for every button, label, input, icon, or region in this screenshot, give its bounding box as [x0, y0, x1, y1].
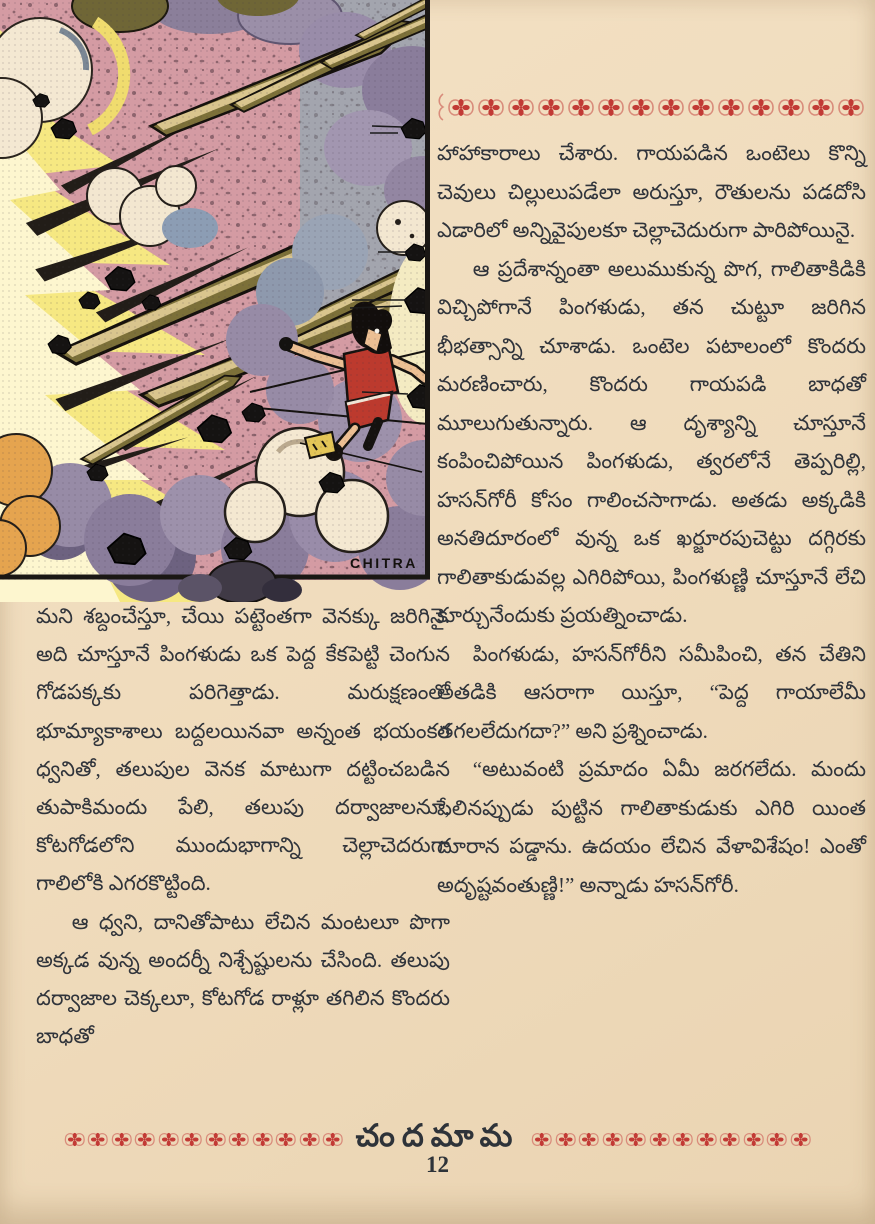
- page-number: 12: [426, 1152, 449, 1177]
- flower-ornament-icon: [536, 94, 566, 121]
- flower-ornament-icon: [577, 1129, 601, 1150]
- flower-ornament-icon: [718, 1129, 742, 1150]
- flower-ornament-icon: [63, 1129, 87, 1150]
- flower-ornament-icon: [180, 1129, 204, 1150]
- magazine-title: చందమామ: [355, 1118, 520, 1153]
- flower-ornament-icon: [86, 1129, 110, 1150]
- flower-ornament-icon: [716, 94, 746, 121]
- flower-ornament-icon: [530, 1129, 554, 1150]
- paragraph: హాహాకారాలు చేశారు. గాయపడిన ఒంటెలు కొన్ని చెవులు చిల్లులుపడేలా అరుస్తూ, రౌతులను పడదోసి ఎడారిలో అన్నివైపులకూ చెల్లాచెదురుగా పారిపోయినై.: [437, 141, 866, 242]
- illustrator-signature: CHITRA: [350, 555, 418, 571]
- text-column-left: [36, 597, 450, 1055]
- flower-ornament-icon: [227, 1129, 251, 1150]
- flower-ornament-icon: [506, 94, 536, 121]
- paragraph: ఆ ధ్వని, దానితోపాటు లేచిన మంటలూ పొగా అక్కడ వున్న అందర్నీ నిశ్చేష్టులను చేసింది. తలుపు దర్వాజాల చెక్కలూ, కోటగోడ రాళ్లూ తగిలిన కొందరు బాధతో: [36, 909, 450, 1049]
- flower-ornament-icon: [742, 1129, 766, 1150]
- explosion-illustration: [0, 0, 430, 602]
- flower-ornament-icon: [686, 94, 716, 121]
- flower-ornament-icon: [656, 94, 686, 121]
- flower-ornament-icon: [648, 1129, 672, 1150]
- text-column-right: [437, 134, 866, 904]
- paragraph: మని శబ్దంచేస్తూ, చేయి పట్టెంతగా వెనక్కు జరిగినై. అది చూస్తూనే పింగళుడు ఒక పెద్ద కేకపెట్టి చెంగున గోడపక్కకు పరిగెత్తాడు. మరుక్షణంలో భూమ్యాకాశాలు బద్దలయినవా అన్నంత భయంకర ధ్వనితో, తలుపుల వెనక మాటుగా దట్టించబడిన తుపాకిమందు పేలి, తలుపు దర్వాజాలనూ, కోటగోడలోని ముందుభాగాన్ని చెల్లాచెదరుగా గాలిలోకి ఎగరకొట్టింది.: [36, 604, 450, 896]
- flower-ornament-icon: [806, 94, 836, 121]
- flower-ornament-icon: [789, 1129, 813, 1150]
- flower-ornament-icon: [695, 1129, 719, 1150]
- ornament-scroll-icon: [436, 92, 446, 122]
- paragraph: “అటువంటి ప్రమాదం ఏమీ జరగలేదు. మందు పేలినప్పుడు పుట్టిన గాలితాకుడుకు ఎగిరి యింత దూరాన పడ్డాను. ఉదయం లేచిన వేళావిశేషం! ఎంతో అదృష్టవంతుణ్ణి!” అన్నాడు హసన్‌గోరీ.: [437, 757, 866, 897]
- flower-ornament-icon: [746, 94, 776, 121]
- ornament-border-footer-right: [530, 1124, 812, 1156]
- flower-ornament-icon: [476, 94, 506, 121]
- explosion-illustration-art: [0, 0, 430, 602]
- flower-ornament-icon: [624, 1129, 648, 1150]
- flower-ornament-icon: [204, 1129, 228, 1150]
- flower-ornament-icon: [274, 1129, 298, 1150]
- flower-ornament-icon: [321, 1129, 345, 1150]
- flower-ornament-icon: [157, 1129, 181, 1150]
- flower-ornament-icon: [566, 94, 596, 121]
- flower-ornament-icon: [671, 1129, 695, 1150]
- flower-ornament-icon: [836, 94, 864, 121]
- flower-ornament-icon: [298, 1129, 322, 1150]
- paragraph: ఆ ప్రదేశాన్నంతా అలుముకున్న పొగ, గాలితాకిడికి విచ్చిపోగానే పింగళుడు, తన చుట్టూ జరిగిన భీభత్సాన్ని చూశాడు. ఒంటెల పటాలంలో కొందరు మరణించారు, కొందరు గాయపడి బాధతో మూలుగుతున్నారు. ఆ దృశ్యాన్ని చూస్తూనే కంపించిపోయిన పింగళుడు, త్వరలోనే తెప్పరిల్లి, హసన్‌గోరీ కోసం గాలించసాగాడు. అతడు అక్కడికి అనతిదూరంలో వున్న ఒక ఖర్జూరపుచెట్టు దగ్గిరకు గాలితాకుడువల్ల ఎగిరిపోయి, పింగళుణ్ణి చూస్తూనే లేచి కూర్చునేందుకు ప్రయత్నించాడు.: [437, 256, 866, 627]
- flower-ornament-icon: [446, 94, 476, 121]
- flower-ornament-icon: [776, 94, 806, 121]
- ornament-border-top: [436, 88, 864, 126]
- flower-ornament-icon: [596, 94, 626, 121]
- flower-ornament-icon: [626, 94, 656, 121]
- ornament-border-footer-left: [63, 1124, 345, 1156]
- flower-ornament-icon: [110, 1129, 134, 1150]
- flower-ornament-icon: [251, 1129, 275, 1150]
- flower-ornament-icon: [765, 1129, 789, 1150]
- paragraph: పింగళుడు, హసన్‌గోరీని సమీపించి, తన చేతిని అతడికి ఆసరాగా యిస్తూ, “పెద్ద గాయాలేమీ తగలలేదుగదా?” అని ప్రశ్నించాడు.: [437, 641, 866, 743]
- flower-ornament-icon: [554, 1129, 578, 1150]
- flower-ornament-icon: [133, 1129, 157, 1150]
- flower-ornament-icon: [601, 1129, 625, 1150]
